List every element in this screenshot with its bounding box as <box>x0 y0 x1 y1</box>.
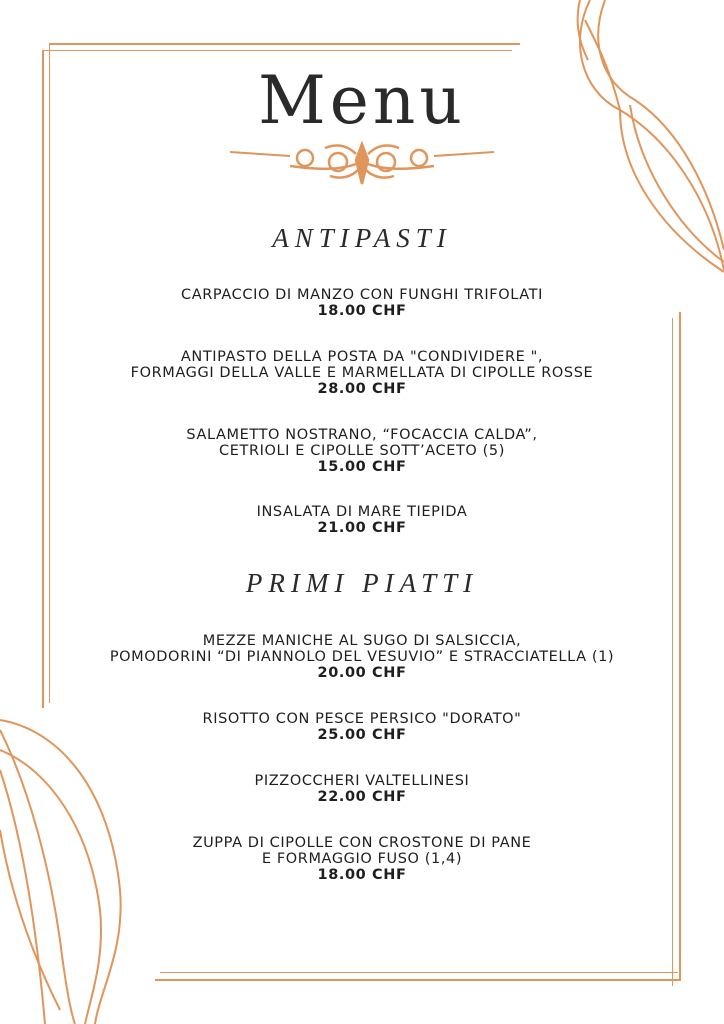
menu-item <box>0 287 724 319</box>
menu-item <box>0 711 724 743</box>
item-price: 21.00 CHF <box>317 520 407 536</box>
menu-item <box>0 349 724 397</box>
item-name: PIZZOCCHERI VALTELLINESI <box>254 773 470 789</box>
item-name: RISOTTO CON PESCE PERSICO "DORATO" <box>202 711 522 727</box>
frame-top-line <box>50 43 520 45</box>
item-name: INSALATA DI MARE TIEPIDA <box>256 504 468 520</box>
frame-top-line-inner <box>42 50 512 51</box>
item-price: 18.00 CHF <box>317 867 407 883</box>
item-price: 18.00 CHF <box>317 303 407 319</box>
section-heading-antipasti: ANTIPASTI <box>272 223 452 253</box>
menu-item <box>0 773 724 805</box>
item-price: 25.00 CHF <box>317 727 407 743</box>
item-name: CETRIOLI E CIPOLLE SOTT’ACETO (5) <box>219 443 505 459</box>
menu-item <box>0 633 724 681</box>
item-name: ANTIPASTO DELLA POSTA DA "CONDIVIDERE ", <box>180 349 544 365</box>
item-name: POMODORINI “DI PIANNOLO DEL VESUVIO” E STRACCIATELLA (1) <box>109 649 615 665</box>
frame-bottom-line <box>155 979 681 981</box>
menu-item <box>0 427 724 475</box>
item-price: 20.00 CHF <box>317 665 407 681</box>
item-name: E FORMAGGIO FUSO (1,4) <box>261 851 463 867</box>
item-name: MEZZE MANICHE AL SUGO DI SALSICCIA, <box>202 633 522 649</box>
item-price: 15.00 CHF <box>317 459 407 475</box>
item-price: 28.00 CHF <box>317 381 407 397</box>
frame-bottom-line-inner <box>160 972 678 973</box>
item-price: 22.00 CHF <box>317 789 407 805</box>
menu-item <box>0 835 724 883</box>
item-name: FORMAGGI DELLA VALLE E MARMELLATA DI CIPOLLE ROSSE <box>130 365 594 381</box>
page-title: Menu <box>258 62 466 139</box>
section-heading-primi-piatti: PRIMI PIATTI <box>245 568 479 598</box>
item-name: SALAMETTO NOSTRANO, “FOCACCIA CALDA”, <box>186 427 538 443</box>
ornament-divider-icon <box>230 140 494 190</box>
menu-item <box>0 504 724 536</box>
item-name: ZUPPA DI CIPOLLE CON CROSTONE DI PANE <box>192 835 532 851</box>
item-name: CARPACCIO DI MANZO CON FUNGHI TRIFOLATI <box>181 287 543 303</box>
